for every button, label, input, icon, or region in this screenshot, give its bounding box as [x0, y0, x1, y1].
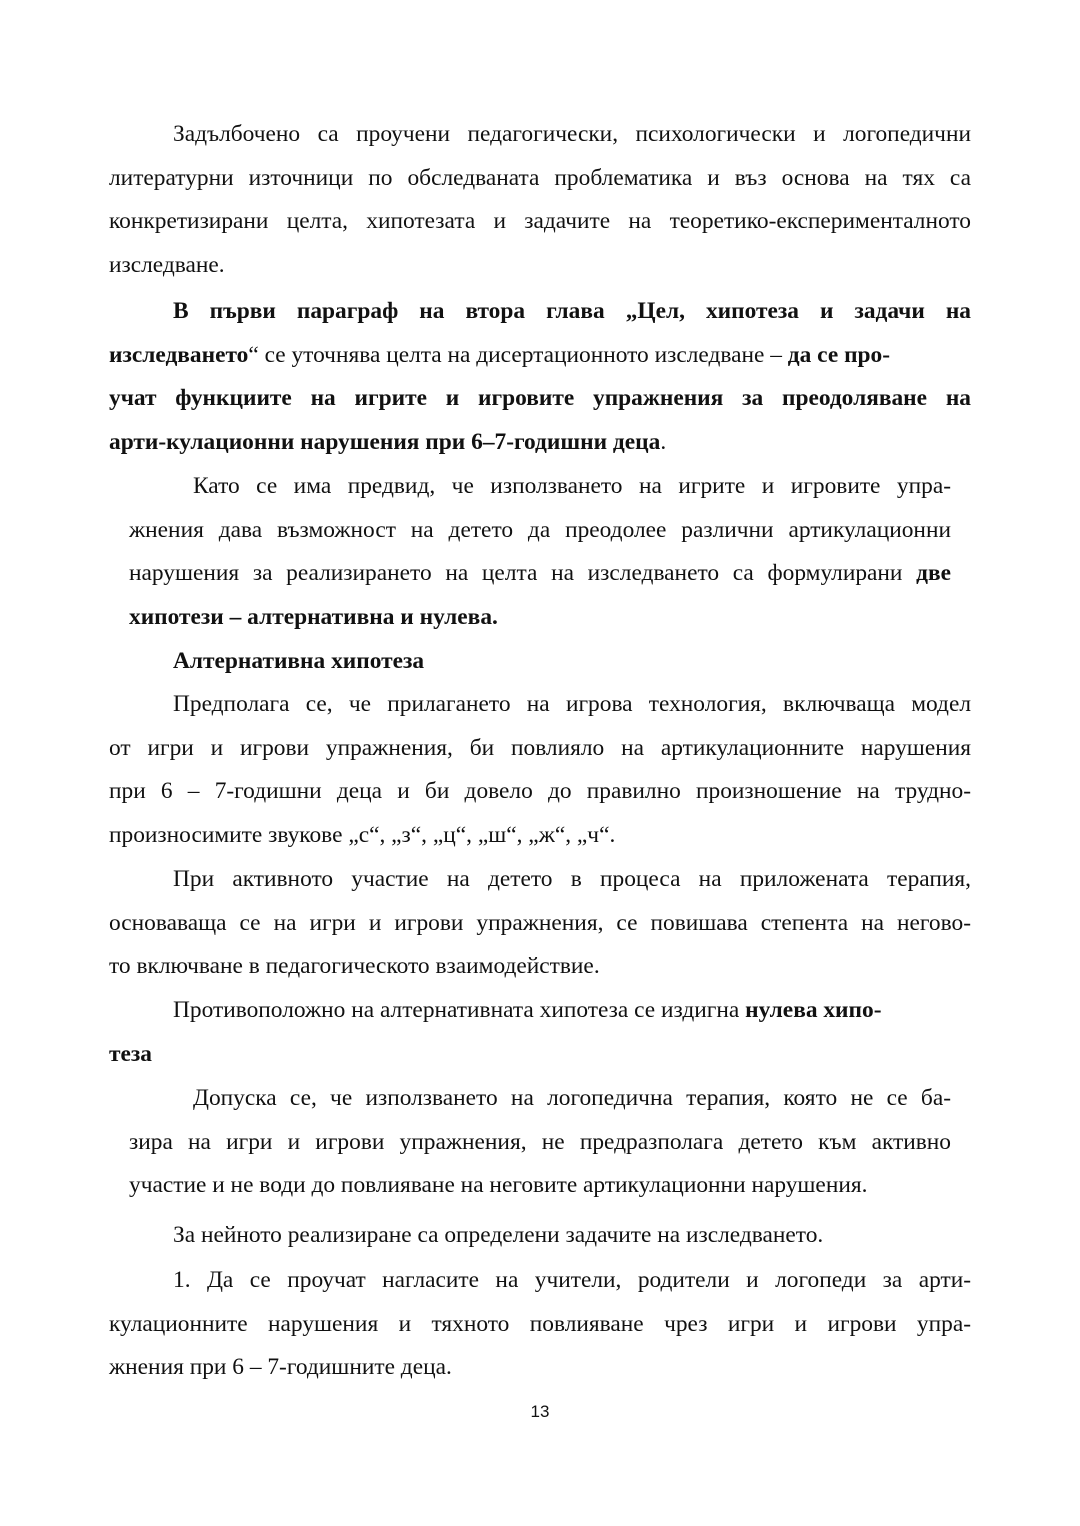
paragraph-task-1 — [109, 1259, 971, 1390]
plain-text: Противоположно на алтернативната хипотеза се издигна — [173, 997, 746, 1023]
paragraph-goal — [109, 290, 971, 465]
bold-text: В първи параграф на втора глава „Цел, хипотеза и задачи на — [173, 298, 971, 324]
text-line: Предполага се, че прилагането на игрова технология, включваща модел — [173, 691, 971, 717]
text-line: произносимите звукове „с“, „з“, „ц“, „ш“, „ж“, „ч“. — [109, 822, 616, 849]
text-line: жнения дава възможност на детето да преодолее различни артикулационни — [129, 516, 951, 543]
text-line — [109, 377, 971, 421]
text-line: кулационните нарушения и тяхното повлияване чрез игри и игрови упра- — [109, 1310, 971, 1337]
text-line: литературни източници по обследваната проблематика и въз основа на тях са — [109, 164, 971, 191]
text-line — [109, 290, 971, 334]
paragraph-intro — [109, 113, 971, 288]
text-line — [129, 596, 951, 640]
text-line: жнения при 6 – 7-годишните деца. — [109, 1354, 452, 1381]
bold-text: хипотези – алтернативна и нулева. — [129, 604, 498, 631]
text-line — [129, 552, 951, 596]
text-line: то включване в педагогическото взаимодействие. — [109, 953, 600, 980]
text-line: 1. Да се проучат нагласите на учители, родители и логопеди за арти- — [173, 1267, 971, 1293]
bold-text: теза — [109, 1040, 152, 1067]
heading-alternative-hypothesis — [173, 640, 973, 684]
text-line: Като се има предвид, че използването на игрите и игровите упра- — [193, 473, 951, 499]
text-line: при 6 – 7-годишни деца и би довело до правилно произношение на трудно- — [109, 778, 971, 805]
paragraph-active-participation — [109, 858, 971, 989]
text-line: Допуска се, че използването на логопедична терапия, която не се ба- — [193, 1085, 951, 1111]
text-line: основаваща се на игри и игрови упражнения, се повишава степента на негово- — [109, 909, 971, 936]
bold-text: две — [916, 560, 951, 587]
bold-text: да се про- — [787, 341, 891, 368]
text-line: изследване. — [109, 252, 225, 279]
text-line — [109, 334, 971, 378]
text-line — [109, 989, 971, 1033]
paragraph-hypotheses — [129, 465, 951, 640]
bold-text: изследването — [109, 341, 249, 368]
text-line: Задълбочено са проучени педагогически, психологически и логопедични — [173, 121, 971, 147]
text-line: участие и не води до повлияване на неговите артикулационни нарушения. — [129, 1172, 868, 1199]
paragraph-null-hypothesis — [129, 1077, 951, 1208]
text-line: За нейното реализиране са определени задачите на изследването. — [173, 1222, 824, 1248]
bold-text: учат функциите на игрите и игровите упражнения за преодоляване на — [109, 385, 971, 412]
text-line: конкретизирани целта, хипотезата и задачите на теоретико-експерименталното — [109, 208, 971, 235]
paragraph-tasks-intro — [109, 1214, 971, 1258]
bold-text: нулева хипо- — [745, 997, 882, 1023]
paragraph-alternative-hypothesis — [109, 683, 971, 858]
plain-text: “ се уточнява целта на дисертационното изследване – — [248, 341, 788, 368]
bold-text: Алтернативна хипотеза — [173, 648, 425, 674]
paragraph-null-hypothesis-intro — [109, 989, 971, 1076]
text-line: При активното участие на детето в процеса на приложената терапия, — [173, 866, 971, 892]
text-line: зира на игри и игрови упражнения, не предразполага детето към активно — [129, 1128, 951, 1155]
text-line: от игри и игрови упражнения, би повлияло на артикулационните нарушения — [109, 734, 971, 761]
plain-text: . — [660, 429, 667, 456]
page-number: 13 — [530, 1402, 550, 1421]
text-line — [109, 421, 971, 465]
text-line — [109, 1033, 971, 1077]
plain-text: нарушения за реализирането на целта на изследването са формулирани — [129, 560, 917, 587]
bold-text: арти-кулационни нарушения при 6–7-годишни деца — [109, 429, 661, 456]
text-line — [173, 640, 973, 684]
